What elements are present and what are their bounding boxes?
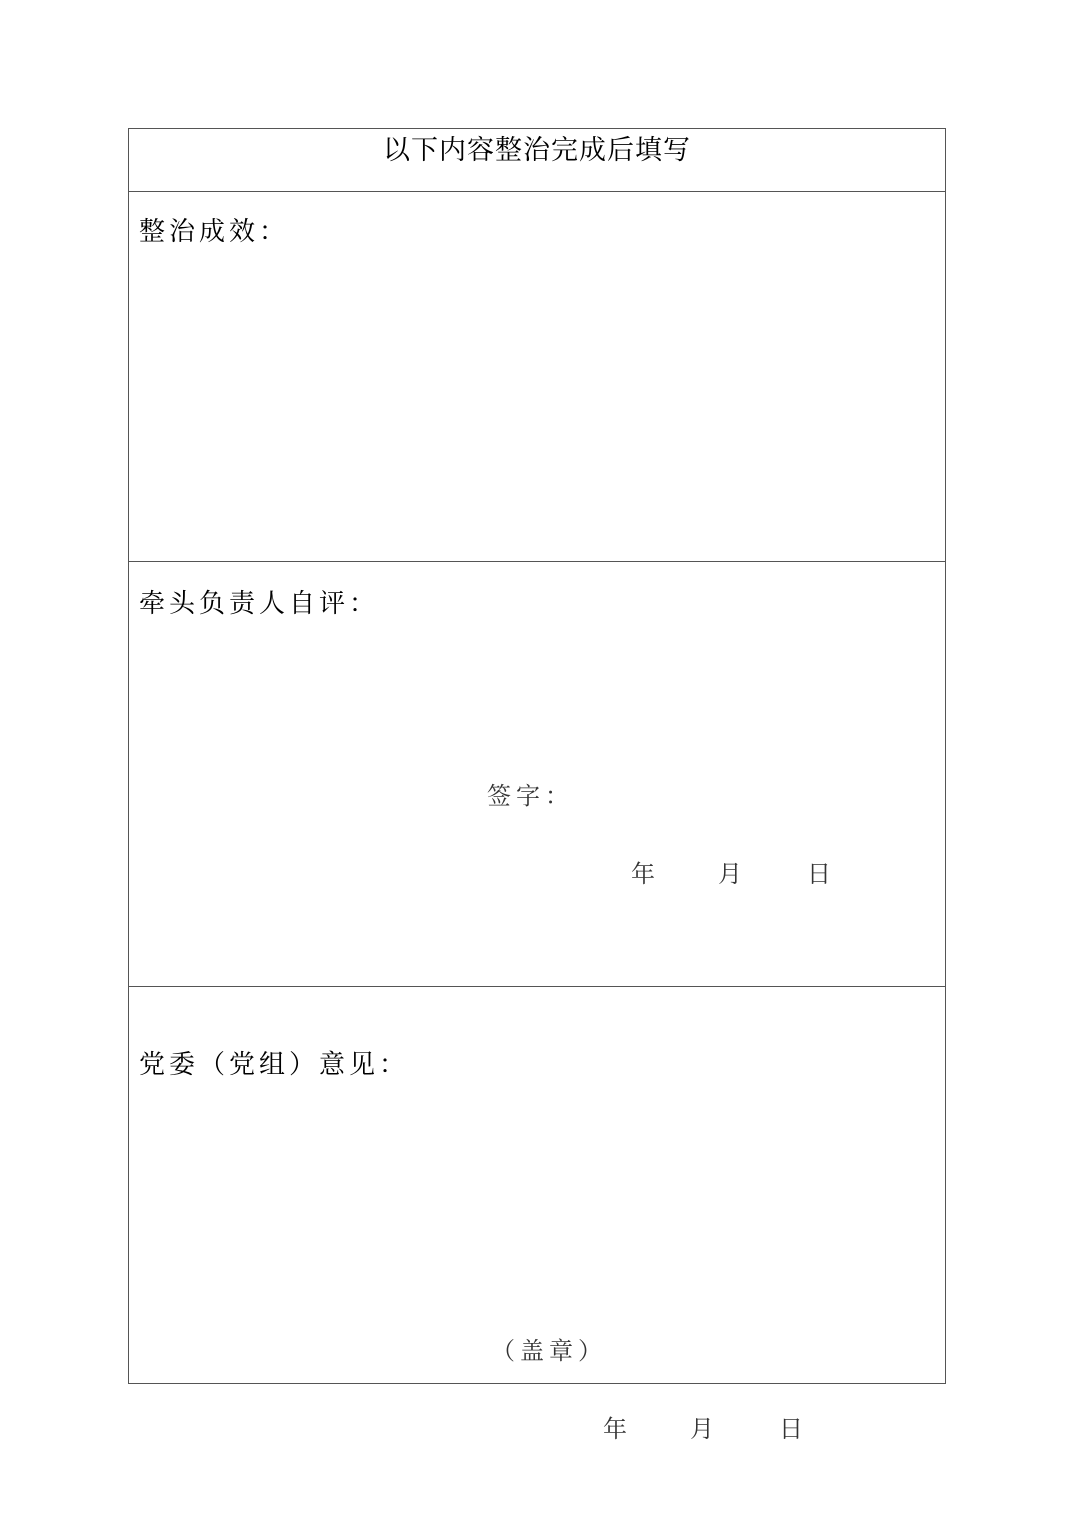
self-evaluation-section[interactable] <box>129 562 945 987</box>
party-opinion-label: 党委（党组）意见： <box>139 1050 410 1080</box>
effect-label: 整治成效： <box>139 217 290 247</box>
seal-label: （盖章） <box>491 1337 607 1365</box>
date-year-label: 年 <box>631 860 655 888</box>
date-day-label: 日 <box>779 1415 803 1443</box>
form-header-row <box>129 129 945 192</box>
date-month-label: 月 <box>690 1415 714 1443</box>
self-evaluation-date <box>631 858 851 890</box>
party-opinion-date <box>603 1413 823 1445</box>
date-day-label: 日 <box>807 860 831 888</box>
self-evaluation-label: 牵头负责人自评： <box>139 589 380 619</box>
date-year-label: 年 <box>603 1415 627 1443</box>
date-month-label: 月 <box>718 860 742 888</box>
rectification-form-table <box>128 128 946 1443</box>
signature-label: 签字： <box>487 782 574 810</box>
party-opinion-section[interactable] <box>129 987 945 1443</box>
form-header-title: 以下内容整治完成后填写 <box>383 135 691 166</box>
effect-section[interactable] <box>129 192 945 562</box>
